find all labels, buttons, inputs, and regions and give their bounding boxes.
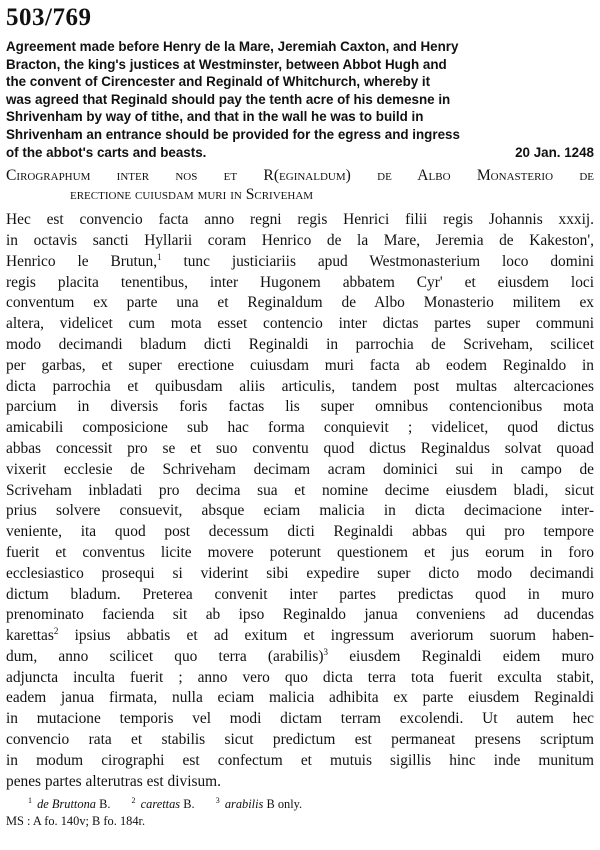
footnote-source: B.: [95, 797, 111, 812]
body-line: amicabili composicione sub hac forma conquievit ; videlicet, quod dictus: [6, 419, 594, 437]
body-line: penes partes alterutras est divisum.: [6, 772, 221, 790]
footnote-number: 1: [28, 796, 32, 806]
heading-line: erectione cuiusdam muri in Scriveham: [70, 186, 314, 204]
body-line: vixerit ecclesie de Schriveham decimam acram dominici sui in campo de: [6, 460, 594, 478]
footnote-variant: carettas: [140, 797, 181, 812]
summary-line: the convent of Cirencester and Reginald of Whitchurch, whereby it: [6, 74, 431, 90]
footnotes: [6, 796, 594, 813]
document-date: 20 Jan. 1248: [515, 144, 594, 160]
body-text-fragment: tunc justiciariis apud Westmonasterium loco domini: [183, 252, 594, 270]
body-line: conventum ex parte una et Reginaldum de Albo Monasterio militem ex: [6, 294, 594, 312]
footnote-variant: de Bruttona: [37, 797, 96, 812]
body-line: Scriveham inbladati pro decima sua et nomine decime eiusdem bladi, sicut: [6, 481, 594, 499]
body-text-fragment: karettas: [6, 627, 54, 645]
footnote-source: B.: [180, 797, 195, 812]
footnote: [132, 796, 195, 813]
english-summary: [6, 38, 594, 161]
body-line: fuerit et conventus licite movere poterunt questionem et jus eorum in foro: [6, 543, 594, 561]
body-text-fragment: eiusdem Reginaldi eidem muro: [349, 647, 594, 665]
body-line: Hec est convencio facta anno regni regis Henrici filii regis Johannis xxxij.: [6, 211, 594, 229]
footnote-ref: 2: [53, 625, 59, 636]
body-line: parcium in diversis foris factas lis super omnibus contencionibus mota: [6, 398, 594, 416]
body-line: abbas concessit pro se et suo conventu quod dictus Reginaldus solvat quoad: [6, 439, 594, 457]
summary-line: Bracton, the king's justices at Westminster, between Abbot Hugh and: [6, 56, 447, 72]
body-line: dicta parrochia et quibusdam aliis articulis, tandem post multas altercaciones: [6, 377, 594, 395]
body-line: ecclesiastico prosequi si viderint sibi expedire super dicto modo decimandi: [6, 564, 594, 582]
body-line: regis placita tenentibus, inter Hugonem abbatem Cyr' et eiusdem loci: [6, 273, 594, 291]
body-text-fragment: Henrico le Brutun,: [6, 252, 158, 270]
summary-line: Agreement made before Henry de la Mare, Jeremiah Caxton, and Henry: [6, 39, 459, 54]
body-line: [6, 626, 594, 647]
footnote-source: B only.: [263, 797, 303, 812]
body-line: adjuncta inculta fuerit ; anno vero quo dicta terra tota fuerit exculta stabit,: [6, 668, 594, 686]
footnote-variant: arabilis: [224, 797, 264, 812]
summary-line: was agreed that Reginald should pay the tenth acre of his demesne in: [6, 91, 451, 107]
body-line: prius solvere consuevit, absque eciam malicia in dicta decimacione inter-: [6, 502, 594, 520]
footnote-number: 3: [215, 796, 220, 806]
footnote: [216, 796, 302, 813]
body-line: [6, 252, 594, 273]
footnote-number: 2: [131, 796, 136, 806]
summary-last-line: [6, 144, 594, 162]
summary-line: Shrivenham an entrance should be provided for the egress and ingress: [6, 126, 460, 142]
document-number: 503/769: [6, 4, 92, 31]
body-line: prenominato facienda sit ab ipso Reginaldo janua conveniens ad ducendas: [6, 606, 594, 624]
latin-body: [6, 210, 594, 792]
document-page: [6, 4, 594, 830]
summary-line: of the abbot's carts and beasts.: [6, 144, 207, 160]
heading-line: Cirographum inter nos et R(eginaldum) de Albo Monasterio de: [6, 167, 594, 185]
body-line: in modum cirographi est confectum et mutuis sigillis hinc inde munitum: [6, 751, 594, 769]
body-line: in mutacione temporis vel modi dictam terram excolendi. Ut autem hec: [6, 710, 594, 728]
footnote: [28, 796, 110, 813]
footnote-ref: 1: [157, 251, 162, 262]
body-line: per garbas, et super erectione cuiusdam muri facta ab eodem Reginaldo in: [6, 356, 594, 374]
body-line: [6, 647, 594, 668]
summary-line: Shrivenham by way of tithe, and that in the wall he was to build in: [6, 109, 424, 125]
body-line: altera, videlicet cum mota esset contencio inter dictas partes super communi: [6, 315, 594, 333]
body-line: convencio rata et stabilis sicut predictum est permaneat presens scriptum: [6, 731, 594, 749]
body-text-fragment: ipsius abbatis et ad exitum et ingressum averiorum suorum haben-: [74, 627, 594, 645]
body-line: eadem janua firmata, nulla eciam malicia adhibita ex parte eiusdem Reginaldi: [6, 689, 594, 707]
body-line: dictum bladum. Preterea convenit inter partes predictas quod in muro: [6, 585, 594, 603]
body-text-fragment: dum, anno scilicet quo terra (arabilis): [6, 647, 324, 665]
body-line: in octavis sancti Hyllarii coram Henrico de la Mare, Jeremia de Kakeston',: [6, 231, 594, 249]
latin-heading: [6, 166, 594, 204]
manuscript-reference: MS : A fo. 140v; B fo. 184r.: [6, 814, 146, 829]
body-line: veniente, ita quod post decessum dicti Reginaldi abbas qui pro tempore: [6, 523, 594, 541]
footnote-ref: 3: [323, 646, 328, 657]
body-line: modo decimandi bladum dicti Reginaldi in parrochia de Scriveham, scilicet: [6, 335, 594, 353]
